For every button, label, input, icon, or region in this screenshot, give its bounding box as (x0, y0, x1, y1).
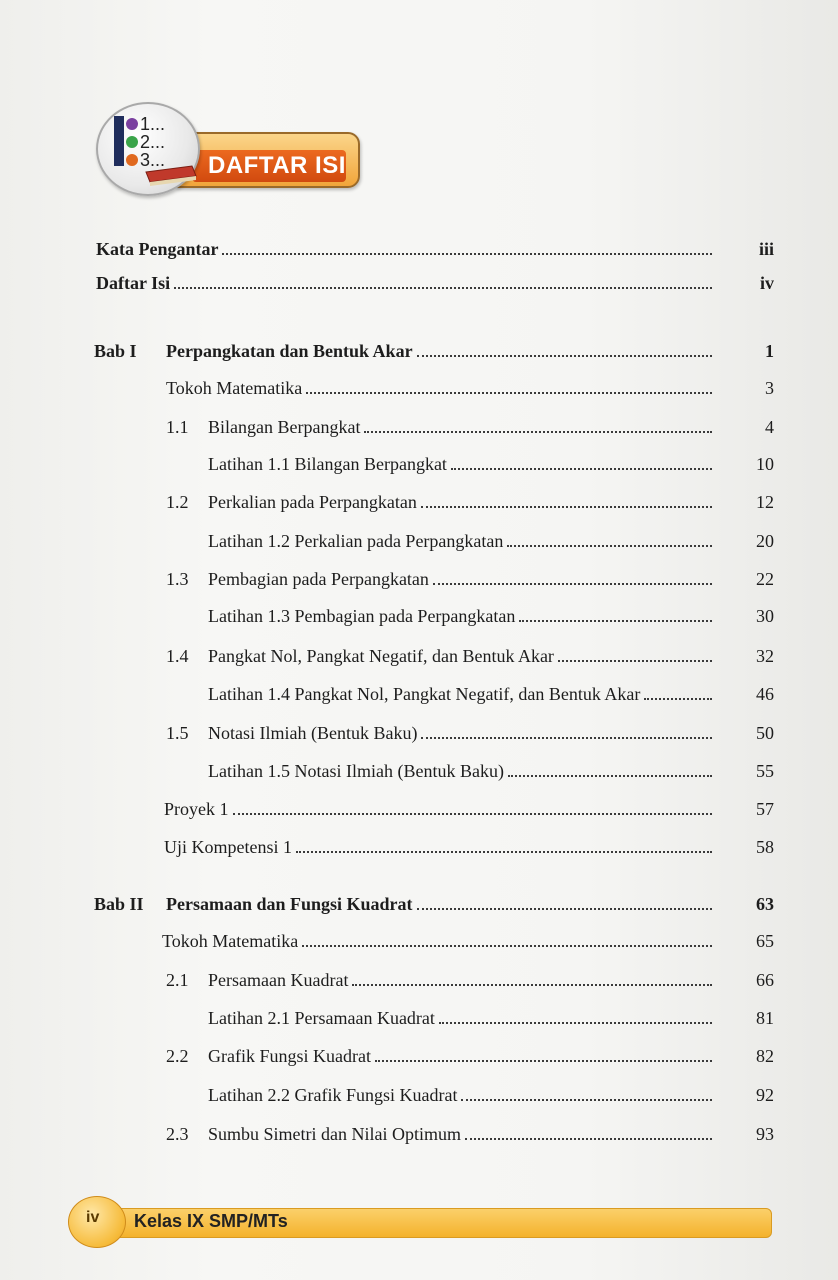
toc-entry-title: Bilangan Berpangkat (208, 417, 361, 437)
toc-section-entry[interactable] (164, 798, 716, 820)
dot-leader (296, 851, 712, 853)
toc-entry-title: Proyek 1 (164, 799, 229, 819)
toc-section-entry[interactable] (166, 645, 716, 667)
toc-exercise-entry[interactable] (208, 605, 716, 627)
toc-section-entry[interactable] (164, 836, 716, 858)
toc-entry-title: Latihan 1.2 Perkalian pada Perpangkatan (208, 531, 504, 551)
dot-leader (302, 945, 712, 947)
dot-leader (507, 545, 712, 547)
dot-leader (417, 355, 712, 357)
dot-leader (421, 506, 712, 508)
footer-book-label: Kelas IX SMP/MTs (134, 1211, 288, 1231)
dot-leader (519, 620, 712, 622)
dot-leader (364, 431, 712, 433)
toc-front-matter-entry[interactable] (96, 272, 716, 294)
toc-entry-title: Tokoh Matematika (162, 931, 299, 951)
toc-page-number: 1 (765, 341, 774, 361)
toc-front-matter-entry[interactable] (96, 238, 716, 260)
toc-entry-title: Perkalian pada Perpangkatan (208, 492, 417, 512)
toc-page-number: iii (758, 239, 774, 259)
section-number: 1.5 (166, 723, 189, 743)
dot-leader (508, 775, 712, 777)
toc-entry-title: Tokoh Matematika (166, 378, 303, 398)
toc-page-number: 65 (756, 931, 774, 951)
dot-leader (461, 1099, 712, 1101)
toc-section-entry[interactable] (166, 1045, 716, 1067)
toc-entry-title: Uji Kompetensi 1 (164, 837, 292, 857)
dot-leader (421, 737, 712, 739)
svg-text:2...: 2... (140, 132, 166, 152)
toc-page-number: 3 (765, 378, 774, 398)
chapter-title: Perpangkatan dan Bentuk Akar (166, 341, 413, 361)
section-number: 1.3 (166, 569, 189, 589)
toc-page-number: 10 (756, 454, 774, 474)
section-number: 2.1 (166, 970, 189, 990)
toc-exercise-entry[interactable] (208, 1007, 716, 1029)
toc-page-number: 63 (756, 894, 774, 914)
toc-entry-title: Pangkat Nol, Pangkat Negatif, dan Bentuk Akar (208, 646, 554, 666)
toc-section-entry[interactable] (166, 1123, 716, 1145)
toc-section-entry[interactable] (166, 969, 716, 991)
section-number: 2.3 (166, 1124, 189, 1144)
toc-page-number: 46 (756, 684, 774, 704)
toc-entry-title: Daftar Isi (96, 273, 171, 293)
numbered-list-icon (106, 110, 206, 190)
toc-entry-title: Latihan 1.3 Pembagian pada Perpangkatan (208, 606, 516, 626)
toc-page-number: 82 (756, 1046, 774, 1066)
dot-leader (433, 583, 712, 585)
toc-page-number: 93 (756, 1124, 774, 1144)
dot-leader (375, 1060, 712, 1062)
dot-leader (233, 813, 713, 815)
toc-entry-title: Grafik Fungsi Kuadrat (208, 1046, 371, 1066)
toc-page-number: 58 (756, 837, 774, 857)
chapter-label: Bab I (94, 341, 137, 361)
dot-leader (222, 253, 712, 255)
section-number: 1.1 (166, 417, 189, 437)
toc-page-number: 92 (756, 1085, 774, 1105)
toc-section-entry[interactable] (166, 416, 716, 438)
toc-exercise-entry[interactable] (208, 1084, 716, 1106)
dot-leader (439, 1022, 712, 1024)
toc-entry-title: Sumbu Simetri dan Nilai Optimum (208, 1124, 461, 1144)
dot-leader (174, 287, 712, 289)
toc-page-number: 32 (756, 646, 774, 666)
daftar-isi-badge (96, 102, 366, 198)
toc-section-entry[interactable] (166, 568, 716, 590)
toc-entry-title: Latihan 2.1 Persamaan Kuadrat (208, 1008, 435, 1028)
toc-page-number: 57 (756, 799, 774, 819)
toc-page-number: iv (759, 273, 774, 293)
toc-page-number: 4 (765, 417, 774, 437)
toc-chapter-entry[interactable] (94, 340, 716, 362)
footer-page-number: iv (86, 1209, 100, 1226)
section-number: 1.4 (166, 646, 189, 666)
toc-exercise-entry[interactable] (208, 453, 716, 475)
toc-entry-title: Latihan 1.5 Notasi Ilmiah (Bentuk Baku) (208, 761, 504, 781)
chapter-title: Persamaan dan Fungsi Kuadrat (166, 894, 413, 914)
toc-section-entry[interactable] (166, 377, 716, 399)
dot-leader (417, 908, 712, 910)
dot-leader (644, 698, 712, 700)
section-number: 2.2 (166, 1046, 189, 1066)
toc-exercise-entry[interactable] (208, 760, 716, 782)
toc-chapter-entry[interactable] (94, 893, 716, 915)
toc-page-number: 12 (756, 492, 774, 512)
dot-leader (558, 660, 712, 662)
dot-leader (306, 392, 712, 394)
section-number: 1.2 (166, 492, 189, 512)
toc-entry-title: Kata Pengantar (96, 239, 219, 259)
toc-section-entry[interactable] (166, 722, 716, 744)
toc-page-number: 66 (756, 970, 774, 990)
toc-section-entry[interactable] (166, 491, 716, 513)
dot-leader (352, 984, 712, 986)
svg-text:3...: 3... (140, 150, 166, 170)
toc-entry-title: Pembagian pada Perpangkatan (208, 569, 429, 589)
chapter-label: Bab II (94, 894, 144, 914)
toc-entry-title: Latihan 1.1 Bilangan Berpangkat (208, 454, 447, 474)
toc-section-entry[interactable] (162, 930, 716, 952)
toc-page-number: 20 (756, 531, 774, 551)
svg-text:1...: 1... (140, 114, 166, 134)
page-title: DAFTAR ISI (208, 152, 346, 179)
toc-exercise-entry[interactable] (208, 530, 716, 552)
toc-entry-title: Latihan 2.2 Grafik Fungsi Kuadrat (208, 1085, 458, 1105)
toc-page-number: 81 (756, 1008, 774, 1028)
toc-exercise-entry[interactable] (208, 683, 716, 705)
toc-entry-title: Latihan 1.4 Pangkat Nol, Pangkat Negatif, dan Bentuk Akar (208, 684, 641, 704)
toc-entry-title: Notasi Ilmiah (Bentuk Baku) (208, 723, 418, 743)
toc-page-number: 55 (756, 761, 774, 781)
toc-page-number: 50 (756, 723, 774, 743)
dot-leader (451, 468, 712, 470)
toc-entry-title: Persamaan Kuadrat (208, 970, 349, 990)
dot-leader (465, 1138, 712, 1140)
toc-page-number: 30 (756, 606, 774, 626)
toc-page-number: 22 (756, 569, 774, 589)
